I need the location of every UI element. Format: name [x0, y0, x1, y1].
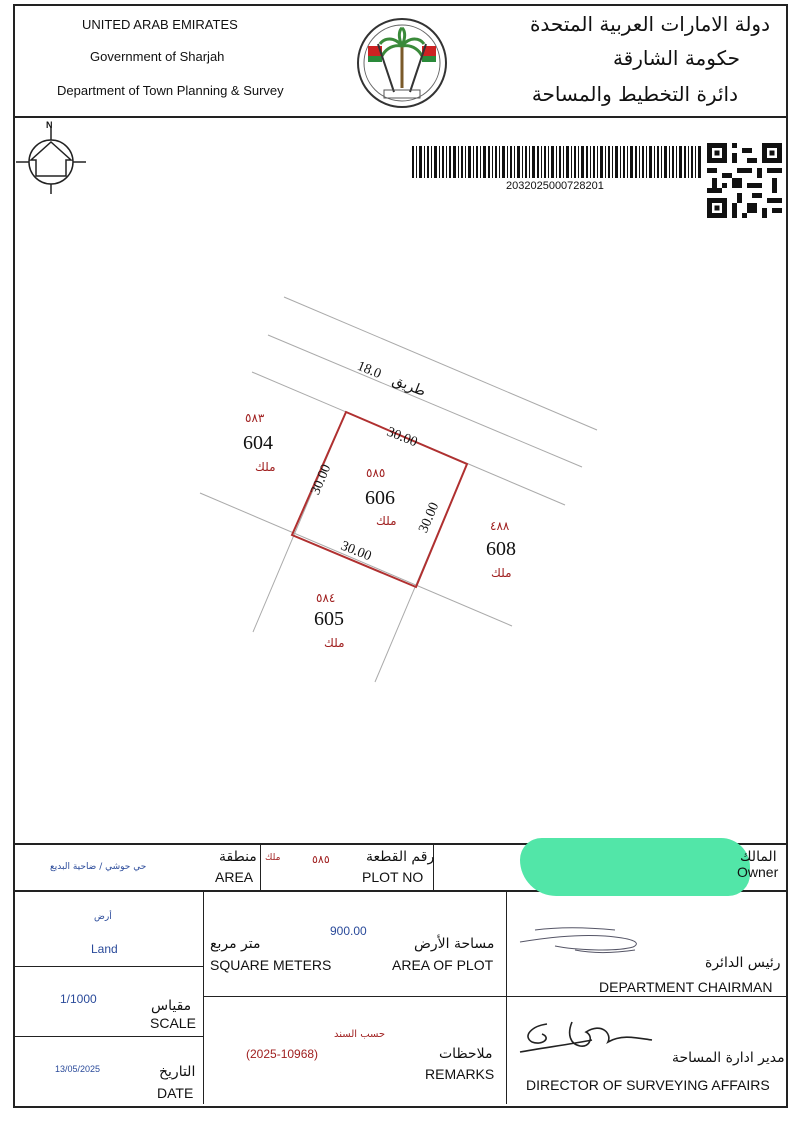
chairman-label-ar: رئيس الدائرة [705, 955, 781, 971]
area-label-ar: منطقة [219, 849, 257, 865]
neighbor-608-number: 608 [486, 538, 516, 560]
plot-side-bottom: 30.00 [338, 538, 374, 565]
neighbor-605-ar-number: ٥٨٤ [316, 591, 336, 605]
owner-redaction [520, 838, 750, 896]
table-left-divider-2 [13, 1036, 203, 1037]
plot-no-value: ٥٨٥ [312, 853, 330, 866]
plot-no-type: ملك [265, 853, 281, 863]
plot-no-label-en: PLOT NO [362, 869, 424, 885]
road-label: طريق [390, 372, 428, 401]
header-country-en: UNITED ARAB EMIRATES [82, 17, 238, 32]
header-department-ar: دائرة التخطيط والمساحة [531, 82, 738, 106]
remarks-value: (2025-10968) [246, 1047, 319, 1061]
plot-side-top: 30.00 [384, 424, 420, 451]
table-right-divider [506, 996, 788, 997]
area-of-plot-value: 900.00 [330, 924, 367, 938]
north-label: N [46, 120, 53, 130]
road-edge-centre [268, 335, 582, 467]
neighbor-604-type: ملك [255, 460, 276, 474]
table-left-divider-1 [13, 966, 203, 967]
land-type-ar: أرض [94, 912, 112, 922]
area-label-en: AREA [215, 869, 254, 885]
owner-label-en: Owner [737, 864, 779, 880]
director-signature-icon [512, 1014, 662, 1059]
chairman-signature-icon [515, 920, 650, 960]
director-label-en: DIRECTOR OF SURVEYING AFFAIRS [526, 1077, 770, 1093]
header-department-en: Department of Town Planning & Survey [57, 83, 284, 98]
remarks-value-ar: حسب السند [334, 1029, 386, 1040]
table-col-divider-1 [203, 890, 204, 1104]
scale-label-ar: مقياس [151, 998, 192, 1014]
neighbor-605-type: ملك [324, 636, 345, 650]
owner-label-ar: المالك [740, 849, 777, 865]
area-of-plot-label-en: AREA OF PLOT [392, 957, 494, 973]
neighbor-608-type: ملك [491, 566, 512, 580]
land-type-en: Land [91, 942, 118, 956]
neighbor-605-number: 605 [314, 608, 344, 630]
neighbor-604-ar-number: ٥٨٣ [245, 411, 265, 425]
table-area-divider [260, 845, 261, 890]
header-country-ar: دولة الامارات العربية المتحدة [529, 12, 770, 36]
remarks-label-en: REMARKS [425, 1066, 495, 1082]
table-col-divider-2 [506, 890, 507, 1104]
plot-side-right: 30.00 [416, 500, 443, 536]
header-government-ar: حكومة الشارقة [612, 46, 740, 70]
road-width-label: 18.0 [354, 358, 384, 383]
scale-label-en: SCALE [150, 1015, 196, 1031]
area-of-plot-label-ar: مساحة الأرض [414, 936, 495, 952]
date-value: 13/05/2025 [55, 1064, 101, 1074]
date-label-en: DATE [157, 1085, 194, 1101]
remarks-label-ar: ملاحظات [439, 1046, 493, 1062]
chairman-label-en: DEPARTMENT CHAIRMAN [599, 979, 773, 995]
barcode-number: 2032025000728201 [506, 180, 604, 192]
header-government-en: Government of Sharjah [90, 49, 225, 64]
main-plot-type: ملك [376, 514, 397, 528]
director-label-ar: مدير ادارة المساحة [672, 1050, 785, 1066]
neighbor-608-ar-number: ٤٨٨ [490, 519, 510, 533]
date-label-ar: التاريخ [159, 1064, 196, 1080]
main-plot-number: 606 [365, 487, 395, 509]
square-meters-label-ar: متر مربع [210, 936, 261, 952]
scale-value: 1/1000 [60, 992, 97, 1006]
plot-no-label-ar: رقم القطعة [366, 849, 435, 865]
main-plot-ar-number: ٥٨٥ [366, 466, 386, 480]
square-meters-label-en: SQUARE METERS [210, 957, 332, 973]
neighbor-604-number: 604 [243, 432, 273, 454]
road-edge-outer [284, 297, 597, 430]
area-value: حي حوشي / ضاحية البديع [50, 862, 147, 872]
plot-side-left: 30.00 [308, 462, 335, 498]
table-mid-divider [203, 996, 506, 997]
